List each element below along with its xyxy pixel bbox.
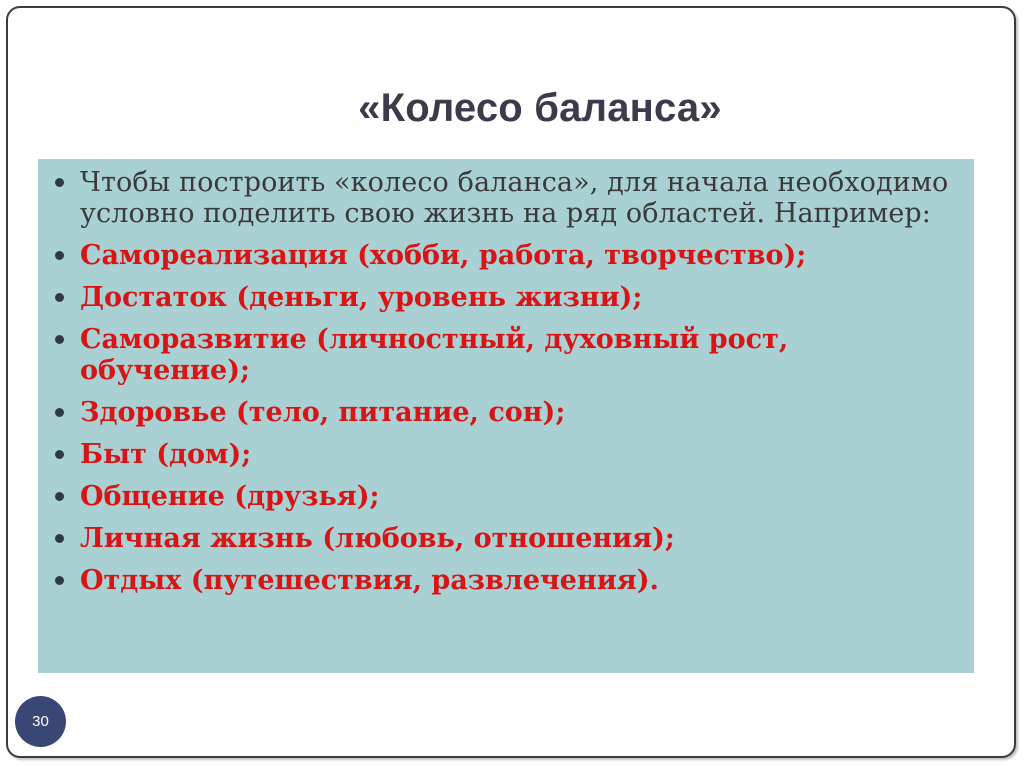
list-item — [52, 282, 954, 313]
list-item-text: Здоровье (тело, питание, сон); — [80, 397, 566, 428]
bullet-dot-icon — [55, 251, 64, 260]
bullet-intro — [52, 167, 954, 229]
bullet-dot-icon — [55, 408, 64, 417]
list-item-text: Личная жизнь (любовь, отношения); — [80, 523, 675, 554]
bullet-dot-icon — [55, 576, 64, 585]
list-item-text: Общение (друзья); — [80, 481, 380, 512]
list-item-text: Достаток (деньги, уровень жизни); — [80, 282, 643, 313]
list-item-text: Отдых (путешествия, развлечения). — [80, 565, 659, 596]
list-item-text: Самореализация (хобби, работа, творчество); — [80, 240, 807, 271]
bullet-dot-icon — [55, 178, 64, 187]
bullet-dot-icon — [55, 293, 64, 302]
list-item — [52, 240, 954, 271]
list-item — [52, 565, 954, 596]
intro-text: Чтобы построить «колесо баланса», для начала необходимо условно поделить свою жизнь на ряд областей. Например: — [80, 167, 949, 229]
list-item — [52, 481, 954, 512]
list-item-text: Саморазвитие (личностный, духовный рост, обучение); — [80, 324, 789, 386]
list-item — [52, 523, 954, 554]
list-item — [52, 439, 954, 470]
list-item-text: Быт (дом); — [80, 439, 252, 470]
bullet-dot-icon — [55, 335, 64, 344]
list-item — [52, 397, 954, 428]
bullet-dot-icon — [55, 492, 64, 501]
list-item — [52, 324, 954, 386]
bullet-dot-icon — [55, 534, 64, 543]
content-box — [38, 159, 974, 673]
bullet-list — [52, 167, 954, 596]
bullet-dot-icon — [55, 450, 64, 459]
page-number-badge: 30 — [15, 696, 66, 747]
slide-title: «Колесо баланса» — [358, 86, 722, 130]
